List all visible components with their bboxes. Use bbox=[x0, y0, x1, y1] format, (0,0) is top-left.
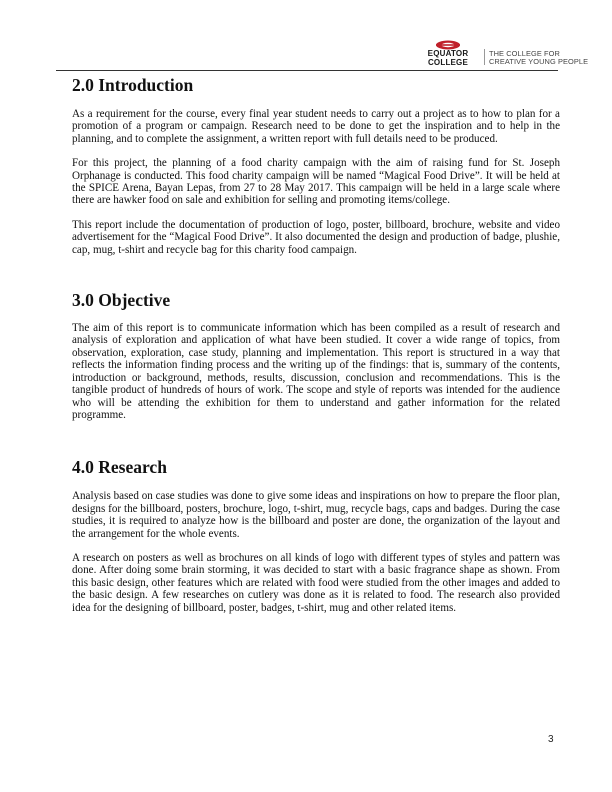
tagline-line-1: THE COLLEGE FOR bbox=[489, 49, 560, 58]
paragraph: This report include the documentation of production of logo, poster, billboard, brochure, website and video advertisement for the “Magical Food Drive”. It also documented the design and production of badge, plushie, cap, mug, t-shirt and recycle bag for this charity food campaign. bbox=[72, 218, 560, 256]
header-rule bbox=[56, 70, 558, 71]
paragraph: For this project, the planning of a food charity campaign with the aim of raising fund for St. Joseph Orphanage is conducted. This food charity campaign will be named “Magical Food Drive”. It will be held at the SPICE Arena, Bayan Lepas, from 27 to 28 May 2017. This campaign will be held in a large scale where there are hawker food on sale and exhibition for selling and promoting items/college. bbox=[72, 157, 560, 207]
logo-tagline bbox=[489, 50, 589, 67]
tagline-line-2: CREATIVE YOUNG PEOPLE bbox=[489, 57, 589, 67]
page-number: 3 bbox=[548, 734, 554, 745]
paragraph: As a requirement for the course, every final year student needs to carry out a project as to how to plan for a promotion of a program or campaign. Research need to be done to get the inspiration and to help in the planning, and to complete the assignment, a written report with full details need to be produced. bbox=[72, 108, 560, 145]
paragraph: The aim of this report is to communicate information which has been compiled as a result of research and analysis of exploration and application of what have been studied. It cover a wide range of topics, from observation, exploration, case study, planning and implementation. This report is structured in a way that reflects the information finding process and the writing up of the findings: that is, summary of the contents, introduction or background, methods, results, discussion, conclusion and recommendations. This is the tangible product of hundreds of hours of work. The scope and style of reports was intended for the audience who will be attending the exhibition for them to understand and gather information for the related programme. bbox=[72, 322, 560, 421]
section-introduction bbox=[72, 74, 560, 256]
document-body bbox=[72, 74, 560, 614]
logo-wordmark bbox=[415, 50, 481, 67]
section-heading: 4.0 Research bbox=[72, 457, 167, 478]
equator-college-logo bbox=[415, 40, 589, 67]
paragraph: A research on posters as well as brochures on all kinds of logo with different types of styles and pattern was done. After doing some brain storming, it was decided to start with a basic fragrance shape as shown. From this basic design, other features which are related with food were studied from the other images and added to the basic design. A few researches on cutlery was done as it is related to food. The research also provided idea for the designing of billboard, poster, badges, t-shirt, mug and other related items. bbox=[72, 551, 560, 614]
section-heading: 3.0 Objective bbox=[72, 290, 171, 311]
logo-line-2: COLLEGE bbox=[427, 57, 469, 67]
logo-line-1: EQUATOR bbox=[427, 49, 469, 58]
paragraph: Analysis based on case studies was done to give some ideas and inspirations on how to prepare the floor plan, designs for the billboard, posters, brochure, logo, t-shirt, mug, recycle bags, caps and badges. During the case studies, it is required to analyze how is the billboard and poster are done, the organization of the layout and the arrangement for the whole events. bbox=[72, 490, 560, 540]
section-objective bbox=[72, 289, 560, 421]
section-heading: 2.0 Introduction bbox=[72, 75, 194, 95]
section-research bbox=[72, 456, 560, 614]
logo-divider bbox=[484, 49, 485, 65]
